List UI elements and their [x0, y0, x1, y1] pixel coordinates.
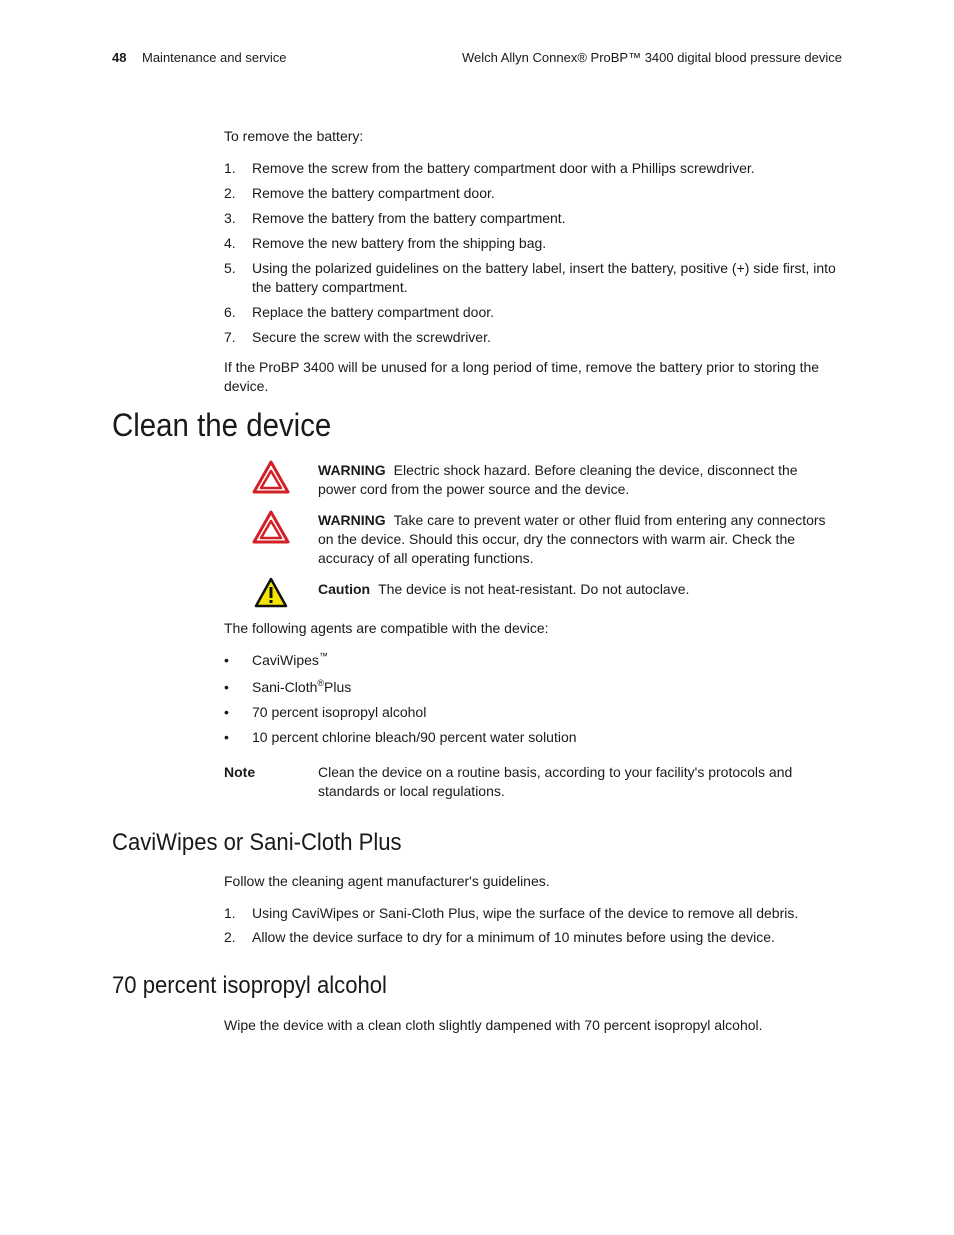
step-number: 6. [224, 304, 236, 320]
list-item [224, 328, 844, 347]
list-item [224, 159, 844, 178]
note-text: Clean the device on a routine basis, according to your facility's protocols and standards or local regulations. [318, 764, 793, 799]
section-title-caviwipes: CaviWipes or Sani-Cloth Plus [112, 829, 402, 856]
warning-electric-shock [318, 461, 838, 499]
list-item: • Sani-Cloth®Plus [224, 678, 352, 695]
header-doc-title: Welch Allyn Connex® ProBP™ 3400 digital blood pressure device [461, 50, 842, 65]
warning-label: WARNING [318, 512, 386, 528]
list-item [224, 904, 844, 923]
list-item: • 70 percent isopropyl alcohol [224, 704, 427, 720]
section-title-alcohol: 70 percent isopropyl alcohol [112, 972, 387, 999]
caution-heat [318, 580, 838, 599]
trademark-mark: ™ [318, 651, 328, 661]
registered-mark: ® [317, 678, 325, 688]
warning-text: Take care to prevent water or other fluid from entering any connectors on the device. Should this occur, dry the connectors with warm air. Check the accuracy of all operating functions. [318, 512, 826, 566]
list-item [224, 928, 844, 947]
step-text: Using the polarized guidelines on the battery label, insert the battery, positive (+) side first, into the battery compartment. [252, 260, 836, 295]
step-text: Remove the new battery from the shipping bag. [252, 235, 547, 251]
warning-fluid-ingress [318, 511, 838, 568]
step-text: Using CaviWipes or Sani-Cloth Plus, wipe the surface of the device to remove all debris. [252, 905, 799, 921]
agents-intro: The following agents are compatible with the device: [224, 620, 549, 636]
list-item [224, 259, 844, 297]
step-text: Remove the battery from the battery compartment. [252, 210, 566, 226]
battery-storage-note: If the ProBP 3400 will be unused for a long period of time, remove the battery prior to storing the device. [224, 359, 820, 394]
note-label: Note [224, 764, 256, 780]
list-item: • 10 percent chlorine bleach/90 percent water solution [224, 729, 577, 745]
step-number: 5. [224, 260, 236, 276]
alcohol-text: Wipe the device with a clean cloth slightly dampened with 70 percent isopropyl alcohol. [224, 1017, 763, 1033]
agent-name: 70 percent isopropyl alcohol [252, 704, 427, 720]
warning-label: WARNING [318, 462, 386, 478]
step-number: 7. [224, 329, 236, 345]
page-number: 48 [112, 50, 127, 65]
step-text: Secure the screw with the screwdriver. [252, 329, 491, 345]
agent-name: CaviWipes [252, 652, 319, 668]
list-item [224, 209, 844, 228]
caviwipes-steps [224, 904, 844, 947]
step-text: Replace the battery compartment door. [252, 304, 495, 320]
step-text: Allow the device surface to dry for a minimum of 10 minutes before using the device. [252, 929, 775, 945]
warning-text: Electric shock hazard. Before cleaning the device, disconnect the power cord from the power source and the device. [318, 462, 798, 497]
caution-label: Caution [318, 581, 371, 597]
warning-triangle-icon [252, 510, 290, 544]
list-item [224, 303, 844, 322]
step-number: 1. [224, 160, 236, 176]
battery-steps [224, 159, 844, 347]
agent-name: Sani-Cloth [252, 679, 318, 695]
agents-list [224, 651, 844, 747]
step-number: 1. [224, 905, 236, 921]
battery-intro: To remove the battery: [224, 128, 364, 144]
header-section: Maintenance and service [142, 50, 287, 65]
list-item [224, 184, 844, 203]
step-text: Remove the battery compartment door. [252, 185, 495, 201]
caution-triangle-icon [254, 577, 288, 608]
section-title-clean: Clean the device [112, 407, 332, 443]
caviwipes-intro: Follow the cleaning agent manufacturer's guidelines. [224, 873, 550, 889]
step-number: 2. [224, 929, 236, 945]
step-number: 4. [224, 235, 236, 251]
caution-text: The device is not heat-resistant. Do not autoclave. [378, 581, 690, 597]
list-item: • CaviWipes™ [224, 651, 328, 668]
step-number: 2. [224, 185, 236, 201]
step-text: Remove the screw from the battery compartment door with a Phillips screwdriver. [252, 160, 755, 176]
step-number: 3. [224, 210, 236, 226]
warning-triangle-icon [252, 460, 290, 494]
list-item [224, 234, 844, 253]
agent-name: 10 percent chlorine bleach/90 percent water solution [252, 729, 577, 745]
